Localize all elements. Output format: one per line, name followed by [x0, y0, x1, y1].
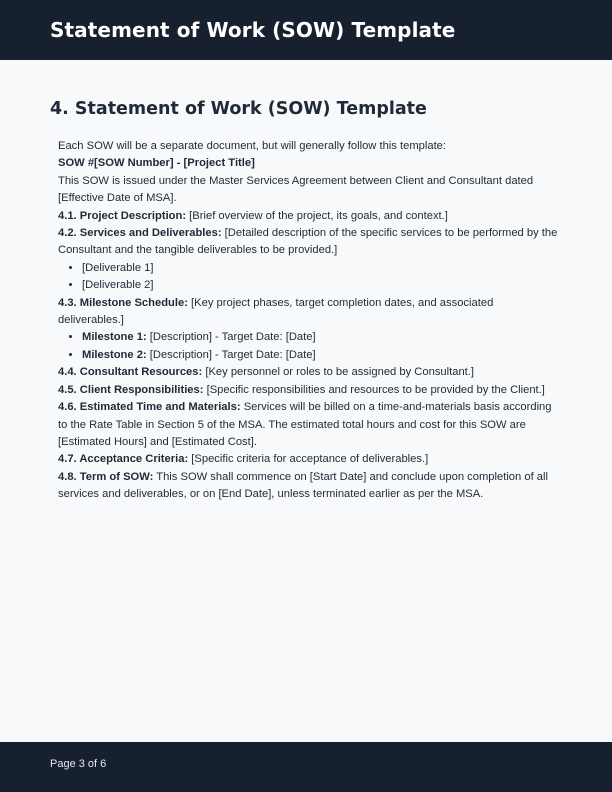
item-label: 4.8. Term of SOW: [58, 470, 154, 483]
item-text: This SOW shall commence on [Start Date] and conclude upon completion of all services and deliverables, or on [End Date], unless terminated earlier as per the MSA. [58, 470, 548, 501]
page-header [0, 0, 612, 60]
item-project-description [58, 208, 558, 225]
item-label: 4.3. Milestone Schedule: [58, 296, 188, 309]
item-text: [Specific responsibilities and resources to be provided by the Client.] [203, 383, 545, 396]
list-item: • [Deliverable 1] [82, 260, 558, 277]
intro-paragraph: Each SOW will be a separate document, but will generally follow this template: [58, 140, 447, 152]
item-text: [Key personnel or roles to be assigned by Consultant.] [202, 366, 475, 379]
milestones-list [58, 329, 558, 364]
milestone-text: [Description] - Target Date: [Date] [146, 348, 316, 361]
sow-heading-text: SOW #[SOW Number] - [Project Title] [58, 157, 255, 170]
item-label: 4.4. Consultant Resources: [58, 366, 203, 379]
item-label: 4.6. Estimated Time and Materials: [58, 401, 241, 414]
item-label: 4.2. Services and Deliverables: [58, 227, 222, 240]
list-item: • [Deliverable 2] [82, 277, 558, 294]
milestone-text: [Description] - Target Date: [Date] [146, 331, 316, 344]
milestone-label: Milestone 1: [82, 331, 147, 344]
list-item [82, 329, 558, 346]
document-title: Statement of Work (SOW) Template [50, 18, 456, 42]
page-footer [0, 742, 612, 792]
item-text: [Brief overview of the project, its goals, and context.] [186, 209, 448, 222]
section-heading: 4. Statement of Work (SOW) Template [50, 99, 427, 119]
item-text: [Detailed description of the specific services to be performed by the Consultant and the tangible deliverables to be provided.] [58, 227, 558, 257]
sow-template-body [58, 138, 558, 504]
item-term-of-sow [58, 469, 558, 504]
item-acceptance-criteria [58, 451, 558, 468]
page-number: Page 3 of 6 [50, 758, 107, 770]
item-label: 4.5. Client Responsibilities: [58, 383, 204, 396]
sow-heading [58, 155, 558, 172]
item-milestone-schedule [58, 295, 558, 330]
milestone-label: Milestone 2: [82, 348, 147, 361]
issued-paragraph: This SOW is issued under the Master Services Agreement between Client and Consultant dated [Effective Date of MSA]. [58, 174, 534, 205]
item-consultant-resources [58, 364, 558, 381]
deliverables-list [58, 260, 558, 295]
item-label: 4.7. Acceptance Criteria: [58, 453, 189, 466]
item-services-deliverables [58, 225, 558, 260]
item-text: [Specific criteria for acceptance of deliverables.] [188, 453, 429, 466]
item-time-materials [58, 399, 558, 451]
item-client-responsibilities [58, 382, 558, 399]
item-text: [Key project phases, target completion dates, and associated deliverables.] [58, 296, 494, 327]
item-label: 4.1. Project Description: [58, 209, 187, 222]
list-item [82, 347, 558, 364]
item-text: Services will be billed on a time-and-materials basis according to the Rate Table in Section 5 of the MSA. The estimated total hours and cost for this SOW are [Estimated Hours] and [Estimated Cost]. [58, 401, 552, 448]
